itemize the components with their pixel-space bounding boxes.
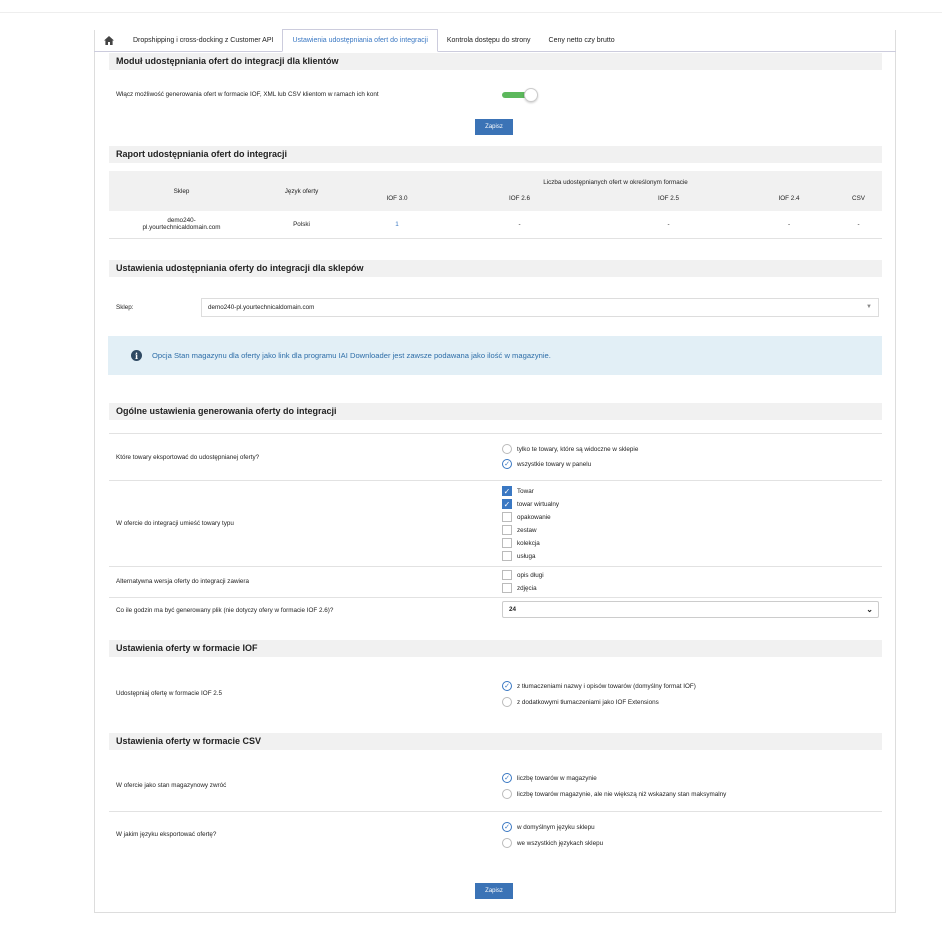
lang-all-option[interactable]: we wszystkich językach sklepu: [502, 838, 603, 848]
which-all-option[interactable]: ✓ wszystkie towary w panelu: [502, 459, 591, 469]
shop-select-value: demo240-pl.yourtechnicaldomain.com: [208, 304, 315, 311]
caret-down-icon: ▼: [866, 304, 872, 310]
checkbox-icon: [502, 512, 512, 522]
which-visible-option[interactable]: tylko te towary, które są widoczne w sklepie: [502, 444, 638, 454]
col-iof26: IOF 2.6: [509, 195, 530, 202]
divider: [109, 597, 882, 598]
checkbox-checked-icon: ✓: [503, 499, 511, 509]
divider: [109, 811, 882, 812]
radio-icon: [502, 444, 512, 454]
iof30-count-link[interactable]: 1: [395, 220, 399, 228]
toggle-knob: [524, 88, 538, 102]
type-collection-checkbox[interactable]: kolekcja: [502, 538, 540, 548]
which-products-label: Które towary eksportować do udostępnianej oferty?: [116, 454, 260, 461]
module-toggle-label: Włącz możliwość generowania ofert w formacie IOF, XML lub CSV klientom w ramach ich kont: [116, 91, 379, 98]
radio-checked-icon: ✓: [502, 459, 512, 469]
radio-icon: [502, 697, 512, 707]
module-toggle[interactable]: [502, 88, 538, 102]
iof-translations-option[interactable]: ✓ z tłumaczeniami nazwy i opisów towarów (domyślny format IOF): [502, 681, 696, 691]
stock-max-option[interactable]: liczbę towarów magazynie, ale nie większą niż wskazany stan maksymalny: [502, 789, 726, 799]
save-button-top[interactable]: Zapisz: [475, 119, 513, 135]
alt-version-label: Alternatywna wersja oferty do integracji zawiera: [116, 578, 249, 585]
radio-checked-icon: ✓: [502, 773, 512, 783]
top-divider: [0, 12, 942, 13]
iof-extensions-option[interactable]: z dodatkowymi tłumaczeniami jako IOF Extensions: [502, 697, 659, 707]
col-iof24: IOF 2.4: [778, 195, 800, 202]
checkbox-icon: [502, 538, 512, 548]
chevron-down-icon: ⌄: [866, 605, 873, 614]
col-language: Język oferty: [284, 187, 319, 195]
tab-offer-sharing[interactable]: Ustawienia udostępniania ofert do integracji: [282, 29, 437, 52]
hours-select[interactable]: [502, 601, 879, 618]
general-section-title: Ogólne ustawienia generowania oferty do integracji: [109, 403, 882, 420]
checkbox-icon: [502, 583, 512, 593]
iof26-count: -: [518, 220, 521, 228]
hours-label: Co ile godzin ma być generowany plik (nie dotyczy ofery w formacie IOF 2.6)?: [116, 607, 334, 614]
type-virtual-checkbox[interactable]: ✓ towar wirtualny: [503, 499, 559, 509]
divider: [109, 566, 882, 567]
type-towar-checkbox[interactable]: ✓ Towar: [503, 486, 534, 496]
table-row: [109, 211, 882, 238]
col-iof30: IOF 3.0: [386, 195, 408, 202]
radio-icon: [502, 838, 512, 848]
tab-dropshipping[interactable]: Dropshipping i cross-docking z Customer API: [133, 36, 274, 44]
tab-access-control[interactable]: Kontrola dostępu do strony: [446, 36, 531, 44]
checkbox-icon: [502, 551, 512, 561]
home-tab[interactable]: [94, 29, 124, 51]
alt-long-desc-checkbox[interactable]: opis długi: [502, 570, 544, 580]
iof-section-title: Ustawienia oferty w formacie IOF: [109, 640, 882, 657]
csv-lang-label: W jakim języku eksportować ofertę?: [116, 831, 217, 838]
shop-cell: demo240- pl.yourtechnicaldomain.com: [142, 217, 221, 232]
csv-count: -: [857, 220, 860, 228]
lang-default-option[interactable]: ✓ w domyślnym języku sklepu: [502, 822, 595, 832]
info-text: Opcja Stan magazynu dla oferty jako link dla programu IAI Downloader jest zawsze podawana jako ilość w magazynie.: [152, 351, 551, 360]
shop-settings-title: Ustawienia udostępniania oferty do integracji dla sklepów: [109, 260, 882, 277]
shop-select[interactable]: [201, 298, 879, 317]
tab-bar: [94, 30, 896, 52]
iof-share-label: Udostępniaj ofertę w formacie IOF 2.5: [116, 690, 223, 697]
iof24-count: -: [787, 220, 791, 228]
type-set-checkbox[interactable]: zestaw: [502, 525, 537, 535]
report-section-title: Raport udostępniania ofert do integracji: [109, 146, 882, 163]
tab-net-gross[interactable]: Ceny netto czy brutto: [548, 36, 615, 44]
iof25-count: -: [667, 220, 670, 228]
csv-stock-label: W ofercie jako stan magazynowy zwróć: [116, 782, 227, 789]
home-icon: [104, 36, 114, 45]
save-button-bottom[interactable]: Zapisz: [475, 883, 513, 899]
alt-photos-checkbox[interactable]: zdjęcia: [502, 583, 537, 593]
stock-count-option[interactable]: ✓ liczbę towarów w magazynie: [502, 773, 597, 783]
col-group-formats: Liczba udostępnianych ofert w określonym formacie: [543, 179, 688, 186]
radio-checked-icon: ✓: [502, 681, 512, 691]
lang-cell: Polski: [293, 220, 310, 228]
col-csv: CSV: [852, 195, 865, 202]
divider: [109, 433, 882, 434]
hours-value: 24: [509, 606, 517, 613]
type-service-checkbox[interactable]: usługa: [502, 551, 536, 561]
report-table: [109, 171, 882, 239]
csv-section-title: Ustawienia oferty w formacie CSV: [109, 733, 882, 750]
checkbox-icon: [502, 570, 512, 580]
shop-label: Sklep:: [116, 304, 134, 311]
divider: [109, 480, 882, 481]
checkbox-checked-icon: ✓: [503, 486, 511, 496]
info-box: [108, 336, 882, 375]
type-packaging-checkbox[interactable]: opakowanie: [502, 512, 551, 522]
col-shop: Sklep: [173, 187, 190, 195]
radio-icon: [502, 789, 512, 799]
product-types-label: W ofercie do integracji umieść towary typu: [116, 520, 234, 527]
module-section-title: Moduł udostępniania ofert do integracji dla klientów: [109, 53, 882, 70]
radio-checked-icon: ✓: [502, 822, 512, 832]
info-icon: i: [131, 350, 142, 361]
checkbox-icon: [502, 525, 512, 535]
col-iof25: IOF 2.5: [658, 195, 679, 202]
